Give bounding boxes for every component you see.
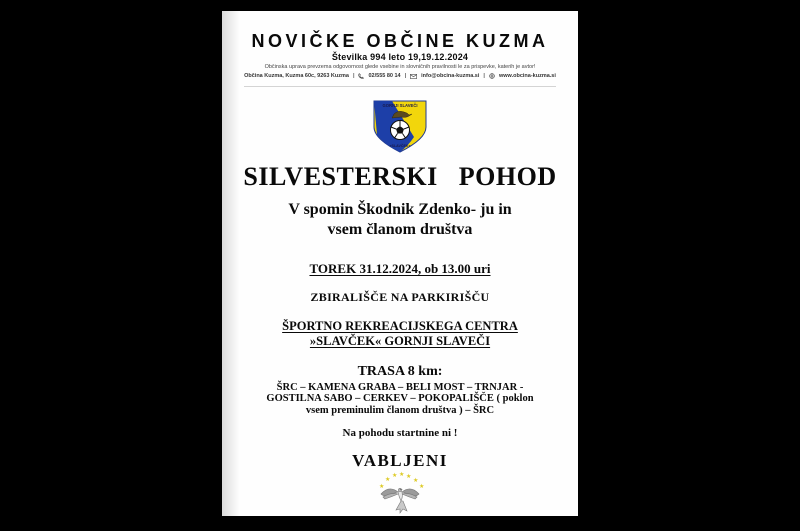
phone-icon <box>358 73 364 79</box>
svg-text:★: ★ <box>385 477 391 483</box>
venue-line-1: ŠPORTNO REKREACIJSKEGA CENTRA <box>282 319 518 333</box>
dedication-line-1: V spomin Škodnik Zdenko- ju in <box>288 201 512 218</box>
event-datetime: TOREK 31.12.2024, ob 13.00 uri <box>309 261 491 276</box>
venue-line-2: »SLAVČEK« GORNJI SLAVEČI <box>309 334 491 348</box>
dove-body <box>381 488 419 513</box>
star-arc <box>379 471 424 490</box>
crest-top-text: GORNJI SLAVEČI <box>382 103 418 108</box>
svg-text:★: ★ <box>392 473 398 479</box>
closing-invitation: VABLJENI <box>352 451 448 470</box>
route-description <box>222 382 578 416</box>
event-title: SILVESTERSKI POHOD <box>243 162 557 191</box>
svg-text:★: ★ <box>413 478 419 484</box>
contact-address: Občina Kuzma, Kuzma 60c, 9263 Kuzma <box>244 73 349 79</box>
route-line-2: GOSTILNA SABO – CERKEV – POKOPALIŠČE ( poklon <box>266 393 534 405</box>
newsletter-page <box>222 11 578 516</box>
dove-with-stars <box>222 470 578 525</box>
svg-text:★: ★ <box>406 474 412 480</box>
fee-note: Na pohodu startnine ni ! <box>342 427 458 439</box>
email-icon <box>410 74 417 79</box>
separator: | <box>483 73 485 79</box>
dove-graphic <box>369 470 431 520</box>
route-line-3: vsem preminulim članom društva ) – ŠRC <box>305 404 495 416</box>
club-crest-graphic <box>368 97 432 155</box>
contact-website: www.obcina-kuzma.si <box>498 73 556 79</box>
route-heading: TRASA 8 km: <box>357 364 443 379</box>
svg-text:★: ★ <box>419 484 425 490</box>
globe-icon <box>489 73 495 79</box>
masthead-divider <box>244 86 556 87</box>
svg-text:★: ★ <box>399 472 405 478</box>
crest-bottom-text: »SLAVČEK« <box>389 144 411 148</box>
separator: | <box>352 73 355 79</box>
dedication-line-2: vsem članom društva <box>327 221 473 238</box>
contact-email: info@obcina-kuzma.si <box>421 73 480 79</box>
newsletter-title: NOVIČKE OBČINE KUZMA <box>251 31 549 51</box>
contact-phone: 02/555 80 14 <box>368 73 401 79</box>
issue-line: Številka 994 leto 19,19.12.2024 <box>331 52 469 62</box>
contact-line <box>222 73 578 79</box>
separator: | <box>404 73 407 79</box>
dedication <box>222 200 578 240</box>
meeting-point: ZBIRALIŠČE NA PARKIRIŠČU <box>310 290 490 304</box>
svg-text:★: ★ <box>379 484 385 490</box>
route-line-1: ŠRC – KAMENA GRABA – BELI MOST – TRNJAR - <box>276 382 524 393</box>
club-crest <box>222 97 578 160</box>
disclaimer-text: Občinska uprava prevzema odgovornost glede vsebine in slovničnih pravilnosti le za prispevke, katerih je avtor! <box>264 64 536 70</box>
